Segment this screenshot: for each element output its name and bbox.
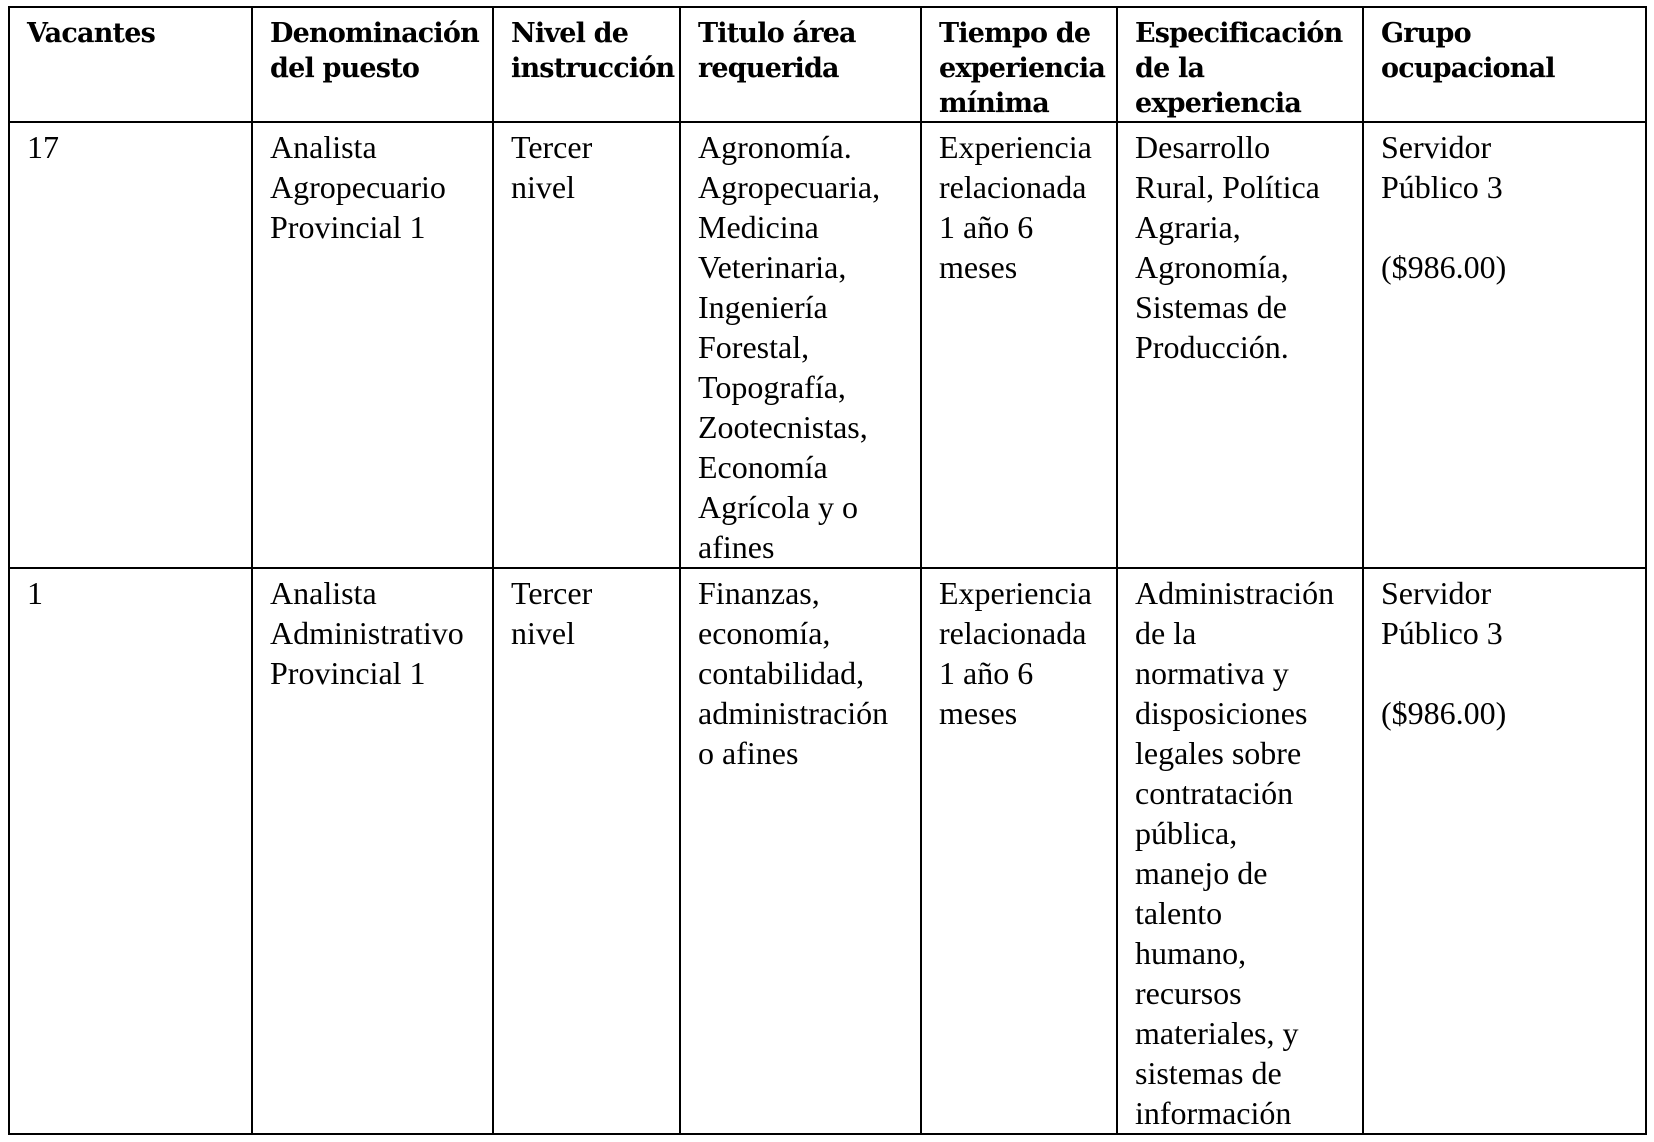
cell-line: Analista (270, 575, 377, 611)
cell-line: relacionada (939, 169, 1087, 205)
cell-line: 1 año 6 (939, 655, 1034, 691)
cell-line: información (1135, 1095, 1292, 1131)
cell-line: ocupacional (1381, 53, 1555, 84)
table-row (9, 568, 1646, 1134)
cell-line: Administración (1135, 575, 1335, 611)
cell-line: Grupo (1381, 18, 1471, 49)
cell-especificacion (1117, 568, 1363, 1134)
cell-line: Agropecuario (270, 169, 446, 205)
header-row (9, 7, 1646, 122)
cell-vacantes (9, 568, 252, 1134)
cell-line: meses (939, 249, 1018, 285)
cell-line-blank (1381, 207, 1629, 247)
cell-line: manejo de (1135, 855, 1268, 891)
cell-line: Topografía, (698, 369, 846, 405)
header-titulo (680, 7, 921, 122)
cell-titulo (680, 122, 921, 568)
cell-line: Experiencia (939, 575, 1092, 611)
cell-line: Especificación (1135, 18, 1343, 49)
vacancies-table (8, 6, 1647, 1135)
cell-line: Nivel de (511, 18, 629, 49)
cell-line: Público 3 (1381, 169, 1503, 205)
cell-line: ($986.00) (1381, 249, 1507, 285)
cell-titulo (680, 568, 921, 1134)
cell-line: Economía (698, 449, 828, 485)
cell-line: Ingeniería (698, 289, 828, 325)
cell-line: disposiciones (1135, 695, 1308, 731)
cell-line: Agronomía, (1135, 249, 1289, 285)
cell-line: 1 año 6 (939, 209, 1034, 245)
cell-line: Finanzas, (698, 575, 820, 611)
cell-line: Producción. (1135, 329, 1289, 365)
cell-line: ($986.00) (1381, 695, 1507, 731)
cell-line: Analista (270, 129, 377, 165)
cell-line: Vacantes (27, 18, 155, 49)
cell-line: experiencia (939, 53, 1106, 84)
cell-tiempo (921, 122, 1117, 568)
cell-line: Tiempo de (939, 18, 1091, 49)
cell-line: meses (939, 695, 1018, 731)
cell-nivel (493, 568, 680, 1134)
cell-line: administración (698, 695, 889, 731)
cell-line: relacionada (939, 615, 1087, 651)
cell-line: Agropecuaria, (698, 169, 881, 205)
cell-denominacion (252, 568, 493, 1134)
cell-line: del puesto (270, 53, 420, 84)
cell-line: Provincial 1 (270, 655, 426, 691)
header-nivel (493, 7, 680, 122)
cell-line: pública, (1135, 815, 1238, 851)
cell-line: Medicina (698, 209, 819, 245)
cell-line-blank (1381, 653, 1629, 693)
cell-line: Provincial 1 (270, 209, 426, 245)
cell-line: Público 3 (1381, 615, 1503, 651)
cell-line: Sistemas de (1135, 289, 1287, 325)
cell-line: 1 (27, 575, 43, 611)
cell-line: Forestal, (698, 329, 810, 365)
cell-line: Denominación (270, 18, 479, 49)
cell-line: instrucción (511, 53, 675, 84)
cell-line: Agrícola y o (698, 489, 858, 525)
cell-line: economía, (698, 615, 831, 651)
cell-line: contabilidad, (698, 655, 865, 691)
cell-line: Veterinaria, (698, 249, 847, 285)
cell-tiempo (921, 568, 1117, 1134)
cell-line: contratación (1135, 775, 1294, 811)
cell-line: nivel (511, 169, 575, 205)
cell-line: nivel (511, 615, 575, 651)
cell-especificacion (1117, 122, 1363, 568)
cell-line: o afines (698, 735, 799, 771)
cell-line: afines (698, 529, 775, 565)
cell-line: de la (1135, 53, 1205, 84)
cell-line: mínima (939, 88, 1049, 119)
cell-line: Servidor (1381, 575, 1492, 611)
cell-line: humano, (1135, 935, 1247, 971)
header-vacantes (9, 7, 252, 122)
cell-line: Tercer (511, 129, 593, 165)
cell-line: requerida (698, 53, 839, 84)
cell-line: normativa y (1135, 655, 1289, 691)
cell-line: Tercer (511, 575, 593, 611)
cell-line: Agraria, (1135, 209, 1241, 245)
cell-line: Administrativo (270, 615, 464, 651)
cell-nivel (493, 122, 680, 568)
cell-line: Rural, Política (1135, 169, 1320, 205)
cell-line: legales sobre (1135, 735, 1302, 771)
cell-line: de la (1135, 615, 1197, 651)
cell-line: Zootecnistas, (698, 409, 868, 445)
table-row (9, 122, 1646, 568)
header-grupo (1363, 7, 1646, 122)
header-especificacion (1117, 7, 1363, 122)
cell-line: Desarrollo (1135, 129, 1271, 165)
cell-line: Experiencia (939, 129, 1092, 165)
header-tiempo (921, 7, 1117, 122)
cell-line: Titulo área (698, 18, 856, 49)
cell-line: experiencia (1135, 88, 1302, 119)
cell-line: Servidor (1381, 129, 1492, 165)
cell-line: recursos (1135, 975, 1242, 1011)
cell-line: Agronomía. (698, 129, 852, 165)
cell-grupo (1363, 568, 1646, 1134)
header-denominacion (252, 7, 493, 122)
cell-line: materiales, y (1135, 1015, 1299, 1051)
cell-vacantes (9, 122, 252, 568)
cell-line: sistemas de (1135, 1055, 1282, 1091)
cell-line: 17 (27, 129, 59, 165)
cell-denominacion (252, 122, 493, 568)
cell-line: talento (1135, 895, 1223, 931)
cell-grupo (1363, 122, 1646, 568)
